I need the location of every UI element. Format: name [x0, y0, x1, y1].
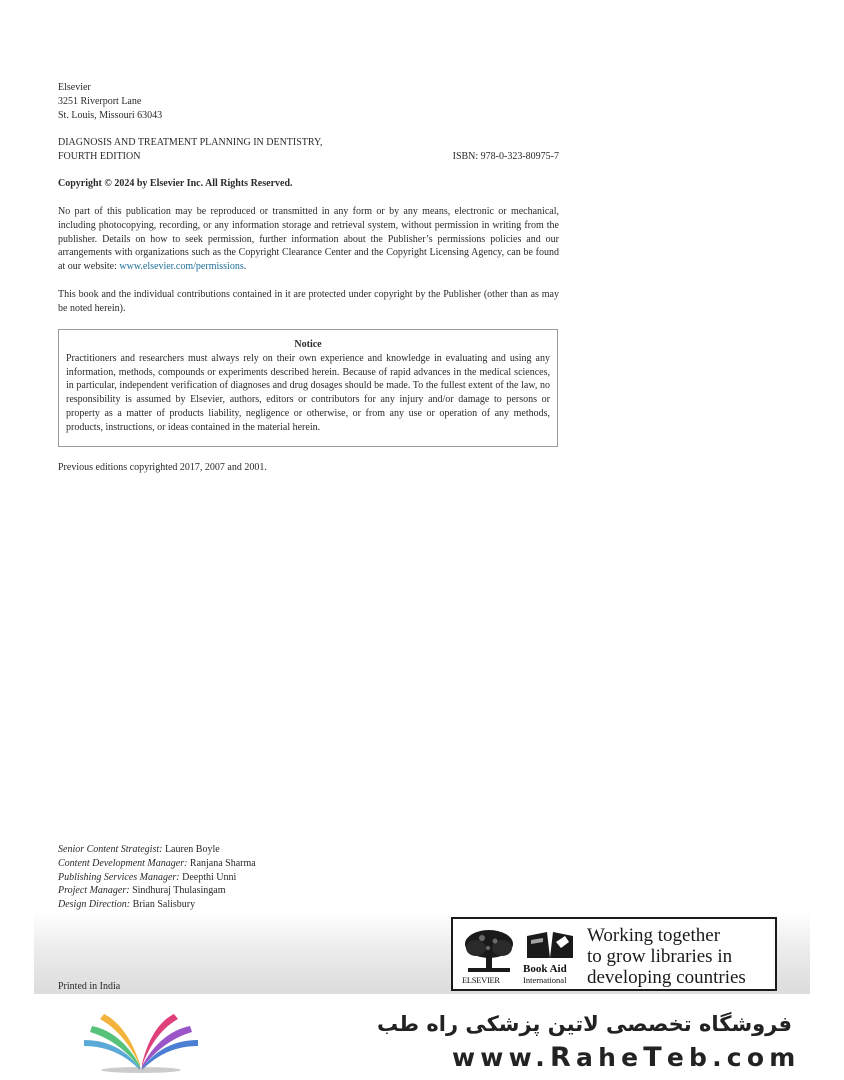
elsevier-label: ELSEVIER [462, 975, 500, 985]
credit-name: Ranjana Sharma [189, 857, 256, 869]
credit-line [58, 871, 438, 885]
credit-role: Design Direction: [58, 899, 131, 911]
credit-line [58, 843, 438, 857]
credit-role: Senior Content Strategist: [58, 844, 163, 855]
slogan-line-2: to grow libraries in [587, 946, 733, 967]
book-title-block [58, 136, 559, 164]
permissions-link[interactable]: www.elsevier.com/permissions [119, 261, 244, 273]
url-t: T [643, 1042, 667, 1073]
credit-line [58, 884, 438, 898]
bookaid-banner [451, 917, 777, 991]
bookaid-logo [523, 928, 577, 962]
url-suffix: eb.com [666, 1043, 801, 1072]
rights-text: No part of this publication may be reproduced or transmitted in any form or by any means, electronic or mechanical, including photocopying, recording, or any information storage and retrieval system, without permission in writing from the publisher. Details on how to seek permission, further information about the Publisher’s permissions policies and our arrangements with organizations such as the Copyright Clearance Center and the Copyright Licensing Agency, can be found at our website: [58, 206, 559, 273]
bookaid-label-international: International [523, 975, 567, 985]
credit-name: Deepthi Unni [182, 871, 237, 883]
credit-role: Publishing Services Manager: [58, 871, 180, 883]
raheteb-watermark [0, 998, 844, 1080]
book-title: DIAGNOSIS AND TREATMENT PLANNING IN DENTISTRY, [58, 137, 323, 148]
url-r: R [550, 1042, 576, 1073]
slogan-line-1: Working together [587, 925, 721, 946]
bookaid-label: Book Aid [523, 963, 567, 975]
address-line-1: 3251 Riverport Lane [58, 95, 142, 107]
url-prefix: www. [452, 1043, 550, 1072]
credit-line [58, 857, 438, 871]
rights-suffix: . [243, 261, 247, 273]
isbn: ISBN: 978-0-323-80975-7 [452, 150, 559, 162]
rights-paragraph [58, 205, 559, 274]
copyright-statement: Copyright © 2024 by Elsevier Inc. All Rights Reserved. [58, 178, 293, 189]
credit-role: Content Development Manager: [58, 857, 188, 869]
raheteb-url [452, 1042, 800, 1073]
credit-name: Sindhuraj Thulasingam [132, 885, 226, 897]
url-a: ahe [576, 1043, 644, 1072]
publisher-address [58, 81, 358, 122]
notice-title: Notice [294, 339, 322, 350]
credit-line [58, 898, 438, 912]
persian-store-name: فروشگاه تخصصی لاتین پزشکی راه طب [377, 1012, 792, 1036]
credit-name: Brian Salisbury [132, 899, 196, 911]
notice-body: Practitioners and researchers must always rely on their own experience and knowledge in evaluating and using any information, methods, compounds or experiments described herein. Because of rapid advances in the medical sciences, in particular, independent verification of diagnoses and drug dosages should be made. To the fullest extent of the law, no responsibility is assumed by Elsevier, authors, editors or contributors for any injury and/or damage to persons or property as a matter of products liability, negligence or otherwise, or from any use or operation of any methods, products, instructions, or ideas contained in the material herein. [66, 352, 550, 433]
elsevier-tree-logo [462, 928, 516, 974]
credits-list [58, 843, 438, 912]
printed-in: Printed in India [58, 981, 121, 992]
slogan-line-3: developing countries [587, 967, 746, 988]
previous-editions: Previous editions copyrighted 2017, 2007 and 2001. [58, 462, 267, 473]
open-book-icon [78, 1010, 204, 1074]
address-line-2: St. Louis, Missouri 63043 [58, 109, 163, 121]
publisher-name: Elsevier [58, 82, 91, 93]
bookaid-slogan [587, 925, 746, 988]
notice-box [58, 329, 558, 447]
contributions-paragraph: This book and the individual contributions contained in it are protected under copyright by the Publisher (other than as may be noted herein). [58, 289, 559, 314]
book-edition: FOURTH EDITION [58, 150, 141, 162]
credit-role: Project Manager: [58, 885, 130, 897]
credit-name: Lauren Boyle [164, 844, 220, 855]
